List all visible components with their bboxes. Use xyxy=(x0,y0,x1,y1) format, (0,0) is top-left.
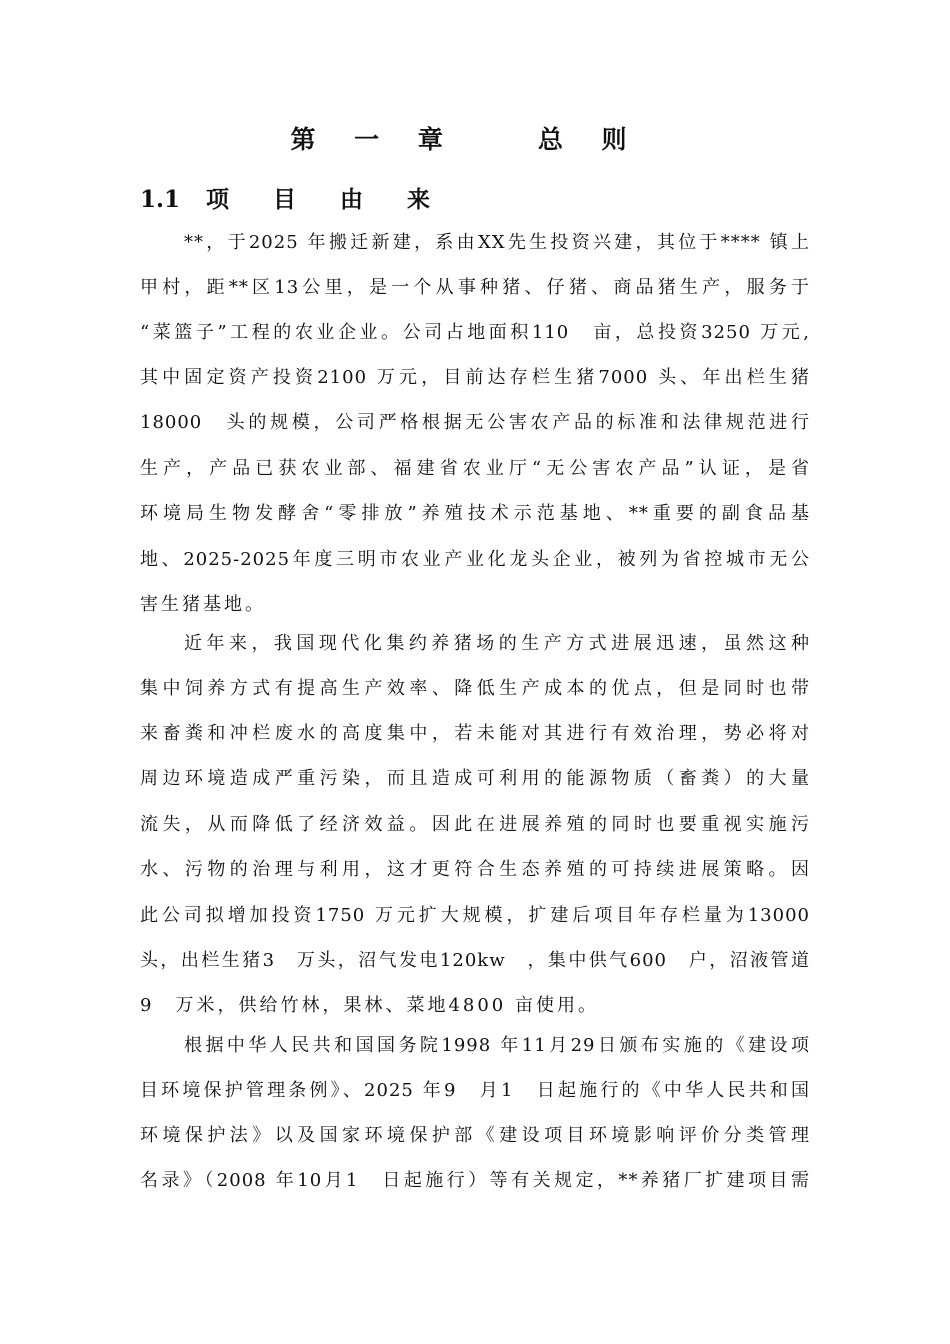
section-title: 项 目 由 来 xyxy=(206,186,449,213)
paragraph-2-line-8: 头，出栏生猪3 万头，沼气发电120kw ，集中供气600 户，沼液管道 xyxy=(140,950,810,971)
paragraph-2-line-3: 来畜粪和冲栏废水的高度集中，若未能对其进行有效治理，势必将对 xyxy=(140,723,810,744)
section-number: 1.1 xyxy=(140,186,181,213)
paragraph-1-line-5: 18000 头的规模，公司严格根据无公害农产品的标准和法律规范进行 xyxy=(140,412,810,433)
paragraph-3-line-3: 环境保护法》以及国家环境保护部《建设项目环境影响评价分类管理 xyxy=(140,1125,810,1146)
paragraph-3-line-2: 目环境保护管理条例》、2025 年9 月1 日起施行的《中华人民共和国 xyxy=(140,1080,810,1101)
paragraph-2-line-9: 9 万米，供给竹林，果林、菜地4800 亩使用。 xyxy=(140,995,599,1016)
paragraph-1-line-3: “菜篮子”工程的农业企业。公司占地面积110 亩，总投资3250 万元, xyxy=(140,322,810,343)
paragraph-1-line-8: 地、2025-2025年度三明市农业产业化龙头企业，被列为省控城市无公 xyxy=(140,549,810,570)
paragraph-2-line-7: 此公司拟增加投资1750 万元扩大规模，扩建后项目年存栏量为13000 xyxy=(140,905,810,926)
paragraph-1-line-4: 其中固定资产投资2100 万元，目前达存栏生猪7000 头、年出栏生猪 xyxy=(140,367,810,388)
paragraph-2-line-6: 水、污物的治理与利用，这才更符合生态养殖的可持续进展策略。因 xyxy=(140,859,810,880)
paragraph-1-line-9: 害生猪基地。 xyxy=(140,594,266,615)
paragraph-2-line-1: 近年来，我国现代化集约养猪场的生产方式进展迅速，虽然这种 xyxy=(184,633,810,654)
chapter-title: 第 一 章 总 则 xyxy=(290,125,642,154)
section-heading xyxy=(140,180,448,220)
paragraph-3-line-1: 根据中华人民共和国国务院1998 年11月29日颁布实施的《建设项 xyxy=(184,1035,810,1056)
paragraph-3-line-4: 名录》（2008 年10月1 日起施行）等有关规定，**养猪厂扩建项目需 xyxy=(140,1170,810,1191)
paragraph-1-line-6: 生产，产品已获农业部、福建省农业厅“无公害农产品”认证，是省 xyxy=(140,458,810,479)
paragraph-2-line-4: 周边环境造成严重污染，而且造成可利用的能源物质（畜粪）的大量 xyxy=(140,768,810,789)
paragraph-1-line-7: 环境局生物发酵舍“零排放”养殖技术示范基地、**重要的副食品基 xyxy=(140,503,810,524)
paragraph-1-line-2: 甲村，距**区13公里，是一个从事种猪、仔猪、商品猪生产，服务于 xyxy=(140,277,810,298)
paragraph-1-line-1: **，于2025 年搬迁新建，系由XX先生投资兴建，其位于**** 镇上 xyxy=(184,232,810,253)
paragraph-2-line-5: 流失，从而降低了经济效益。因此在进展养殖的同时也要重视实施污 xyxy=(140,814,810,835)
paragraph-2-line-2: 集中饲养方式有提高生产效率、降低生产成本的优点，但是同时也带 xyxy=(140,678,810,699)
